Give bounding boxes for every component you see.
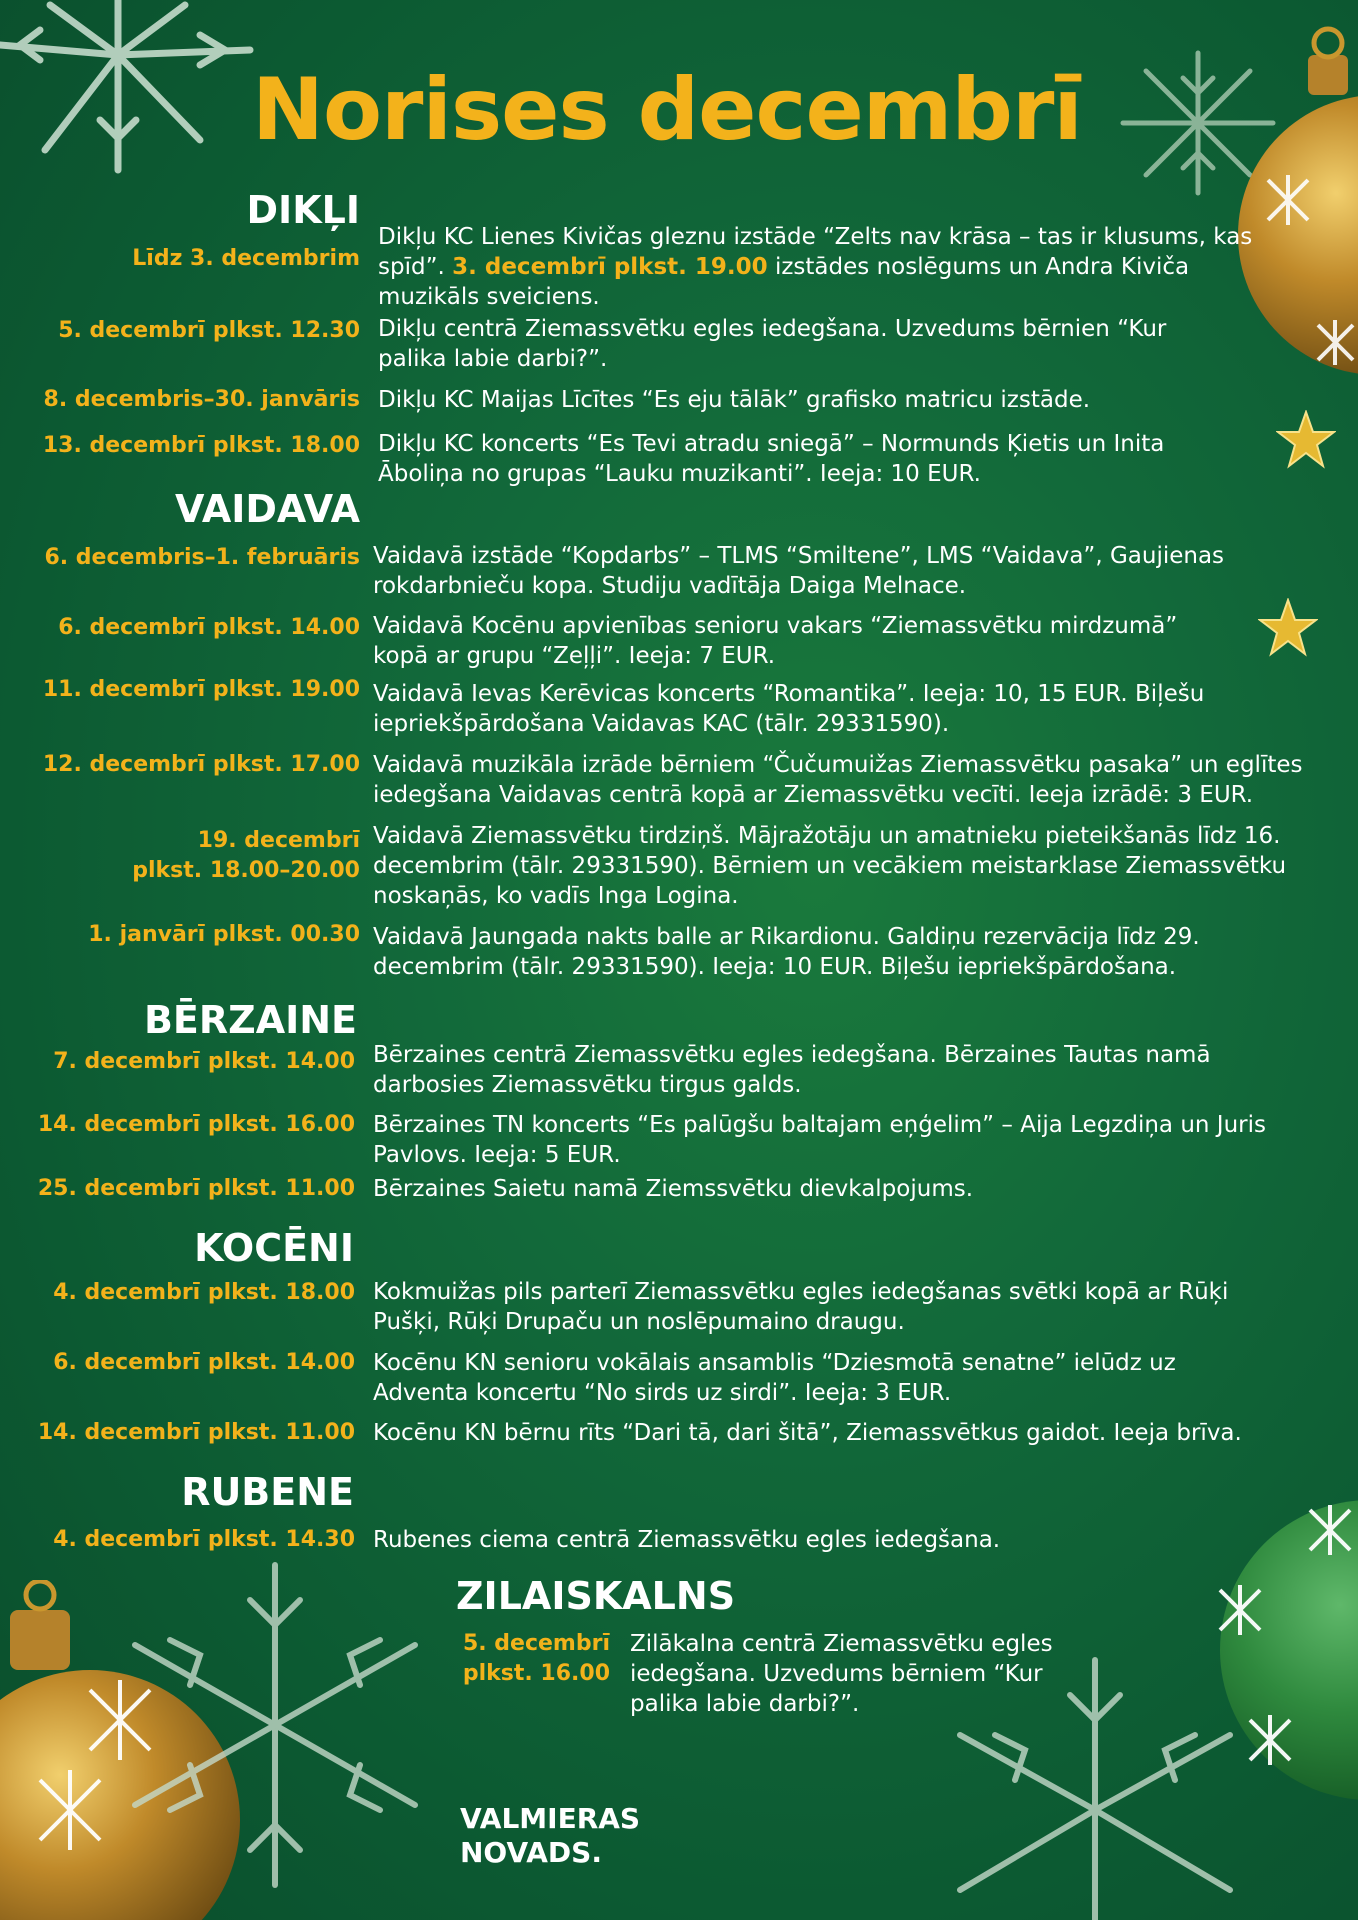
event-description: Vaidavā Ievas Kerēvicas koncerts “Romantika”. Ieeja: 10, 15 EUR. Biļešu iepriekšpārdošana Vaidavas KAC (tālr. 29331590).: [373, 681, 1205, 737]
star-icon-2: [1258, 598, 1318, 658]
event-date: 5. decembrī plkst. 16.00: [462, 1631, 610, 1686]
event-description: Dikļu centrā Ziemassvētku egles iedegšana. Uzvedums bērnien “Kur palika labie darbi?”.: [378, 316, 1167, 372]
event-date: 12. decembrī plkst. 17.00: [42, 752, 360, 777]
event-description: Rubenes ciema centrā Ziemassvētku egles iedegšana.: [373, 1527, 1001, 1553]
event-date: 4. decembrī plkst. 18.00: [53, 1280, 355, 1305]
event-description: Kokmuižas pils parterī Ziemassvētku egles iedegšanas svētki kopā ar Rūķi Pušķi, Rūķi Drupaču un noslēpumaino draugu.: [373, 1279, 1229, 1335]
event-date: 7. decembrī plkst. 14.00: [53, 1049, 355, 1074]
event-description: Dikļu KC Maijas Līcītes “Es eju tālāk” grafisko matricu izstāde.: [378, 387, 1091, 413]
section-heading-dikli: DIKĻI: [246, 188, 360, 232]
event-description: Dikļu KC Lienes Kivičas gleznu izstāde “Zelts nav krāsa – tas ir klusums, kas spīd”. 3. decembrī plkst. 19.00 izstādes noslēgums un Andra Kiviča muzikāls sveiciens.: [378, 224, 1253, 310]
event-date: 25. decembrī plkst. 11.00: [37, 1176, 355, 1201]
star-icon-1: [1276, 410, 1336, 470]
ornament-icon-top-right: [1238, 25, 1358, 375]
event-date: 6. decembrī plkst. 14.00: [53, 1350, 355, 1375]
page-title: Norises decembrī: [252, 60, 1082, 160]
event-description: Vaidavā Ziemassvētku tirdziņš. Mājražotāju un amatnieku pieteikšanās līdz 16. decembrim (tālr. 29331590). Bērniem un vecākiem meistarklase Ziemassvētku noskaņās, ko vadīs Inga Logina.: [373, 823, 1287, 909]
section-heading-zilaiskalns: ZILAISKALNS: [456, 1574, 736, 1618]
event-date: 13. decembrī plkst. 18.00: [42, 433, 360, 458]
event-date: 11. decembrī plkst. 19.00: [42, 677, 360, 702]
event-date: 8. decembris–30. janvāris: [43, 387, 360, 412]
event-description: Kocēnu KN senioru vokālais ansamblis “Dziesmotā senatne” ielūdz uz Adventa koncertu “No sirds uz sirdi”. Ieeja: 3 EUR.: [373, 1350, 1176, 1406]
snowflake-icon-top-left: [0, 0, 270, 190]
event-description: Bērzaines TN koncerts “Es palūgšu baltajam eņģelim” – Aija Legzdiņa un Juris Pavlovs. Ieeja: 5 EUR.: [373, 1112, 1266, 1168]
event-description: Kocēnu KN bērnu rīts “Dari tā, dari šitā”, Ziemassvētkus gaidot. Ieeja brīva.: [373, 1420, 1242, 1446]
event-description: Vaidavā izstāde “Kopdarbs” – TLMS “Smiltene”, LMS “Vaidava”, Gaujienas rokdarbnieču kopa. Studiju vadītāja Daiga Melnace.: [373, 543, 1225, 599]
event-date: Līdz 3. decembrim: [132, 246, 360, 271]
event-date: 1. janvārī plkst. 00.30: [88, 922, 360, 947]
event-date: 6. decembris–1. februāris: [44, 545, 360, 570]
event-date: 6. decembrī plkst. 14.00: [58, 615, 360, 640]
event-description: Bērzaines Saietu namā Ziemssvētku dievkalpojums.: [373, 1176, 974, 1202]
event-highlight: 3. decembrī plkst. 19.00: [452, 254, 768, 280]
event-date: 4. decembrī plkst. 14.30: [53, 1527, 355, 1552]
event-date: 14. decembrī plkst. 16.00: [37, 1112, 355, 1137]
snowflake-icon-bottom-left: [130, 1560, 420, 1890]
event-description: Vaidavā Kocēnu apvienības senioru vakars “Ziemassvētku mirdzumā” kopā ar grupu “Zeļļi”. Ieeja: 7 EUR.: [373, 613, 1178, 669]
event-description: Vaidavā muzikāla izrāde bērniem “Čučumuižas Ziemassvētku pasaka” un eglītes iedegšana Vaidavas centrā kopā ar Ziemassvētku vecīti. Ieeja izrādē: 3 EUR.: [373, 752, 1303, 808]
section-heading-koceni: KOCĒNI: [194, 1226, 354, 1270]
valmieras-novads-logo: VALMIERAS NOVADS.: [460, 1802, 641, 1869]
section-heading-rubene: RUBENE: [181, 1470, 354, 1514]
event-date: 19. decembrī plkst. 18.00–20.00: [132, 828, 360, 883]
section-heading-berzaine: BĒRZAINE: [143, 998, 357, 1042]
event-description: Bērzaines centrā Ziemassvētku egles iedegšana. Bērzaines Tautas namā darbosies Ziemassvētku tirgus galds.: [373, 1042, 1211, 1098]
section-heading-vaidava: VAIDAVA: [175, 487, 360, 531]
event-description: Zilākalna centrā Ziemassvētku egles iedegšana. Uzvedums bērniem “Kur palika labie darbi?”.: [630, 1631, 1053, 1717]
event-description: Dikļu KC koncerts “Es Tevi atradu sniegā” – Normunds Ķietis un Inita Āboliņa no grupas “Lauku muzikanti”. Ieeja: 10 EUR.: [378, 431, 1165, 487]
event-date: 14. decembrī plkst. 11.00: [37, 1420, 355, 1445]
event-description: Vaidavā Jaungada nakts balle ar Rikardionu. Galdiņu rezervācija līdz 29. decembrim (tālr. 29331590). Ieeja: 10 EUR. Biļešu iepriekšpārdošana.: [373, 924, 1200, 980]
event-date: 5. decembrī plkst. 12.30: [58, 318, 360, 343]
